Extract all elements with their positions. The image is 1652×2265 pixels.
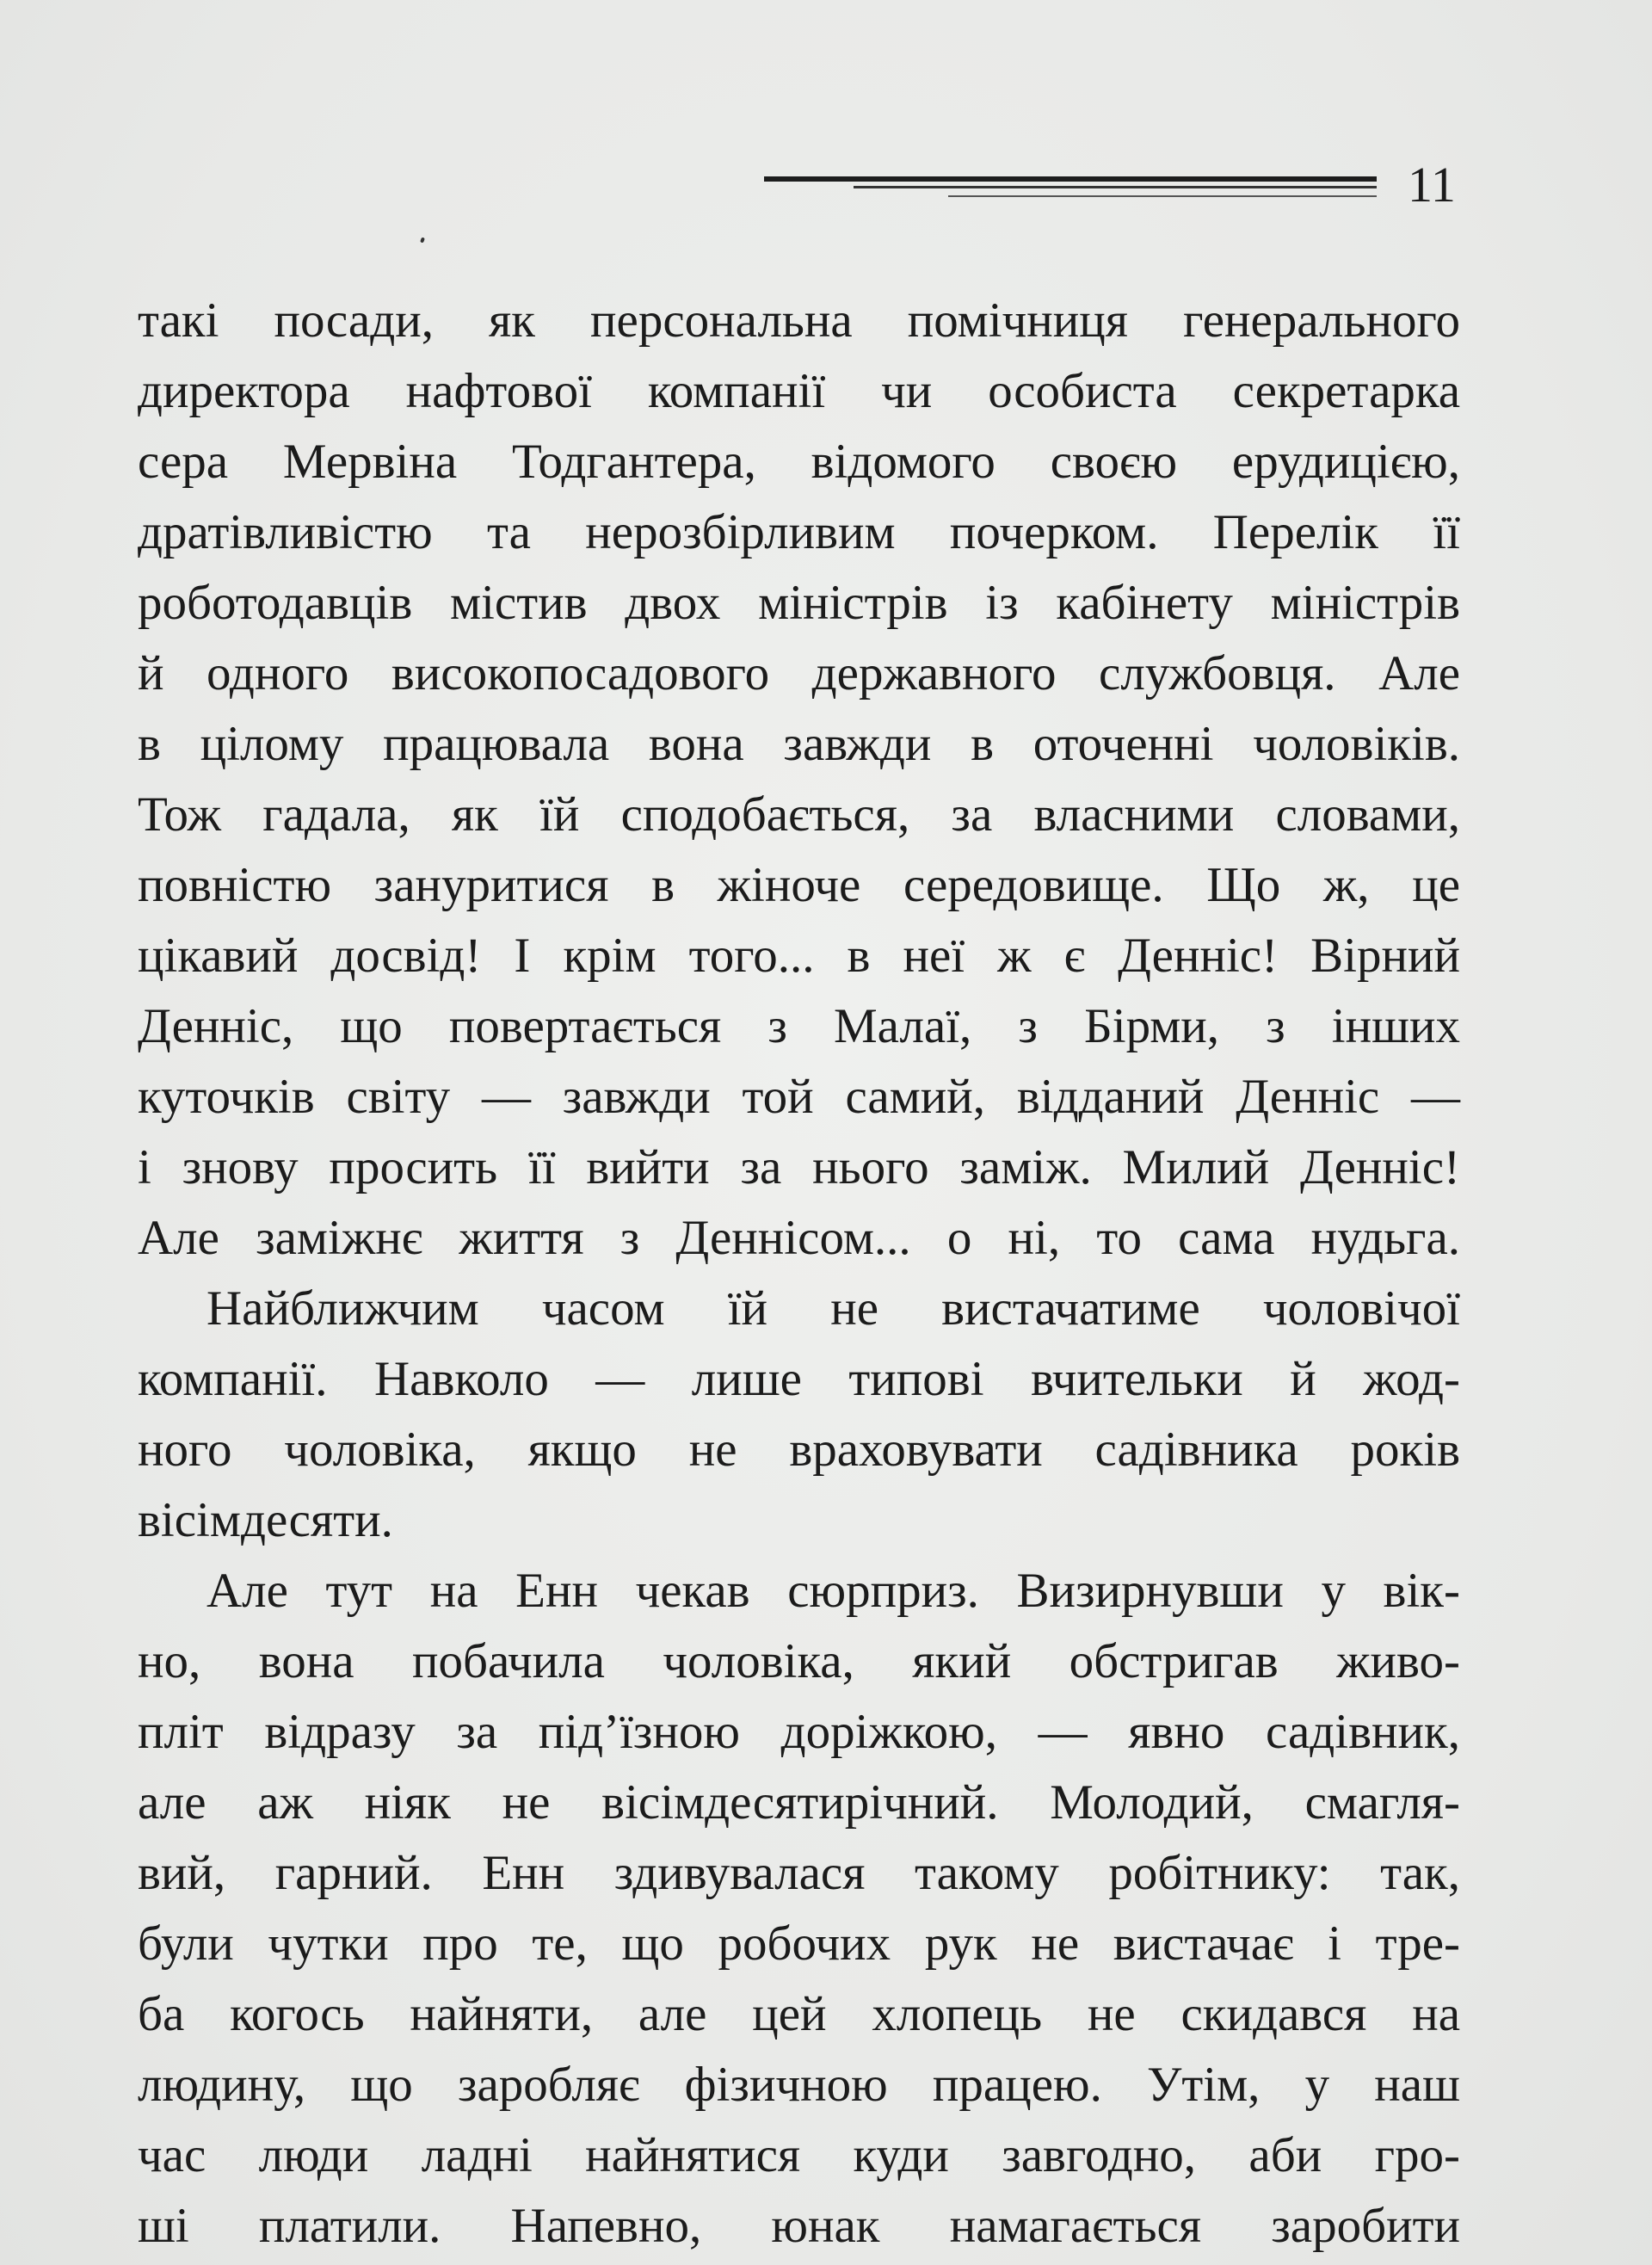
text-line (138, 497, 1460, 568)
text-line (138, 1415, 1460, 1485)
body-text (138, 286, 1460, 2262)
header-rule-thin (948, 195, 1377, 197)
text-line (138, 1274, 1460, 1344)
text-line (138, 639, 1460, 709)
text-line-content: вий, гарний. Енн здивувалася такому робітнику: так, (138, 1846, 1460, 1900)
text-line-content: сера Мервіна Тодгантера, відомого своєю ерудицією, (138, 435, 1460, 489)
text-line (138, 1697, 1460, 1768)
text-line (138, 2120, 1460, 2191)
text-line (138, 1979, 1460, 2050)
text-line-content: були чутки про те, що робочих рук не вистачає і тре- (138, 1916, 1460, 1971)
text-line-content: такі посади, як персональна помічниця генерального (138, 293, 1460, 348)
text-line (138, 991, 1460, 1062)
text-line (138, 1909, 1460, 1979)
text-line (138, 1556, 1460, 1626)
text-line-content: но, вона побачила чоловіка, який обстригав живо- (138, 1634, 1460, 1688)
text-line (138, 1062, 1460, 1132)
text-line-content: вісімдесяти. (138, 1493, 393, 1547)
text-line-content: дратівливістю та нерозбірливим почерком. Перелік її (138, 505, 1460, 559)
text-line-content: Тож гадала, як їй сподобається, за власними словами, (138, 787, 1460, 842)
text-line (138, 921, 1460, 991)
header-rule-thick (764, 176, 1377, 182)
text-line-content: людину, що заробляє фізичною працею. Утім, у наш (138, 2058, 1460, 2112)
text-line (138, 1485, 1460, 1556)
text-line-content: пліт відразу за під’їзною доріжкою, — явно садівник, (138, 1705, 1460, 1759)
page-number: 11 (1408, 157, 1456, 213)
text-line (138, 568, 1460, 639)
text-line (138, 1344, 1460, 1415)
text-line (138, 850, 1460, 921)
text-line (138, 780, 1460, 850)
text-line-content: ного чоловіка, якщо не враховувати садівника років (138, 1423, 1460, 1477)
text-line (138, 2050, 1460, 2120)
text-line-content: ба когось найняти, але цей хлопець не скидався на (138, 1987, 1460, 2041)
scan-speck (420, 237, 425, 243)
text-line-content: директора нафтової компанії чи особиста секретарка (138, 364, 1460, 418)
text-line-content: але аж ніяк не вісімдесятирічний. Молодий, смагля- (138, 1775, 1460, 1830)
header-rule-middle (854, 186, 1377, 188)
text-line-content: і знову просить її вийти за нього заміж. Милий Денніс! (138, 1140, 1460, 1194)
text-line-content: Денніс, що повертається з Малаї, з Бірми, з інших (138, 999, 1460, 1053)
text-line-content: час люди ладні найнятися куди завгодно, аби гро- (138, 2128, 1460, 2182)
text-line (138, 1768, 1460, 1838)
text-line-content: роботодавців містив двох міністрів із кабінету міністрів (138, 576, 1460, 630)
text-line-content: в цілому працювала вона завжди в оточенні чоловіків. (138, 717, 1460, 771)
text-line-content: Але заміжнє життя з Деннісом... о ні, то сама нудьга. (138, 1211, 1460, 1265)
text-line (138, 286, 1460, 356)
text-line-content: Але тут на Енн чекав сюрприз. Визирнувши у вік- (206, 1564, 1460, 1618)
text-line (138, 1132, 1460, 1203)
text-line (138, 427, 1460, 497)
text-line (138, 356, 1460, 427)
text-line-content: компанії. Навколо — лише типові вчительки й жод- (138, 1352, 1460, 1406)
text-line-content: й одного високопосадового державного службовця. Але (138, 646, 1460, 700)
text-line-content: Найближчим часом їй не вистачатиме чоловічої (206, 1281, 1460, 1336)
text-line-content: куточків світу — завжди той самий, відданий Денніс — (138, 1070, 1460, 1124)
text-line-content: повністю зануритися в жіноче середовище. Що ж, це (138, 858, 1460, 912)
text-line (138, 709, 1460, 780)
text-line (138, 2191, 1460, 2262)
text-line-content: цікавий досвід! І крім того... в неї ж є Денніс! Вірний (138, 929, 1460, 983)
text-line (138, 1203, 1460, 1274)
text-line (138, 1626, 1460, 1697)
text-line (138, 1838, 1460, 1909)
text-line-content: ші платили. Напевно, юнак намагається заробити (138, 2199, 1460, 2253)
